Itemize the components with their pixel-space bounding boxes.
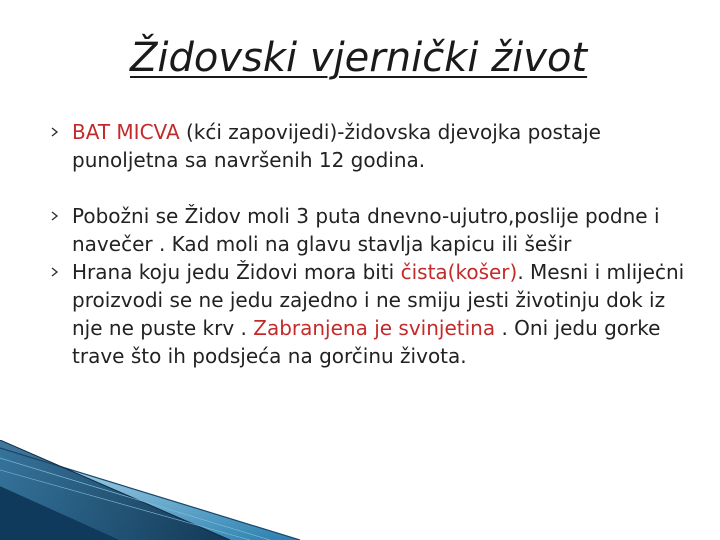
list-item-text (72, 258, 690, 370)
slide-title: Židovski vjernički život (130, 35, 588, 81)
item-text: Hrana koju jedu Židovi mora biti (72, 260, 401, 284)
accent-term: čista(košer) (400, 260, 518, 284)
list-item (50, 118, 690, 174)
list-item-text (72, 118, 690, 174)
bullet-list (50, 118, 690, 370)
arrow-bullet-icon (50, 118, 64, 146)
list-item-text: Pobožni se Židov moli 3 puta dnevno-ujutro,poslije podne i navečer . Kad moli na glavu stavlja kapicu ili šešir (72, 204, 660, 256)
item-text: . Mesni i mlijeċni proizvodi se ne jedu zajedno i ne smiju jesti životinju dok iz nje ne puste krv . (72, 260, 685, 340)
list-item (50, 202, 690, 258)
item-text: (kći zapovijedi)-židovska djevojka postaje punoljetna sa navršenih 12 godina. (72, 120, 601, 172)
arrow-bullet-icon (50, 202, 64, 230)
arrow-bullet-icon (50, 258, 64, 286)
corner-decoration (0, 440, 300, 540)
accent-term: BAT MICVA (72, 120, 180, 144)
item-text: . Oni jedu gorke trave što ih podsjeća na gorčinu života. (72, 316, 661, 368)
list-item (50, 258, 690, 370)
accent-term: Zabranjena je svinjetina (253, 316, 496, 340)
